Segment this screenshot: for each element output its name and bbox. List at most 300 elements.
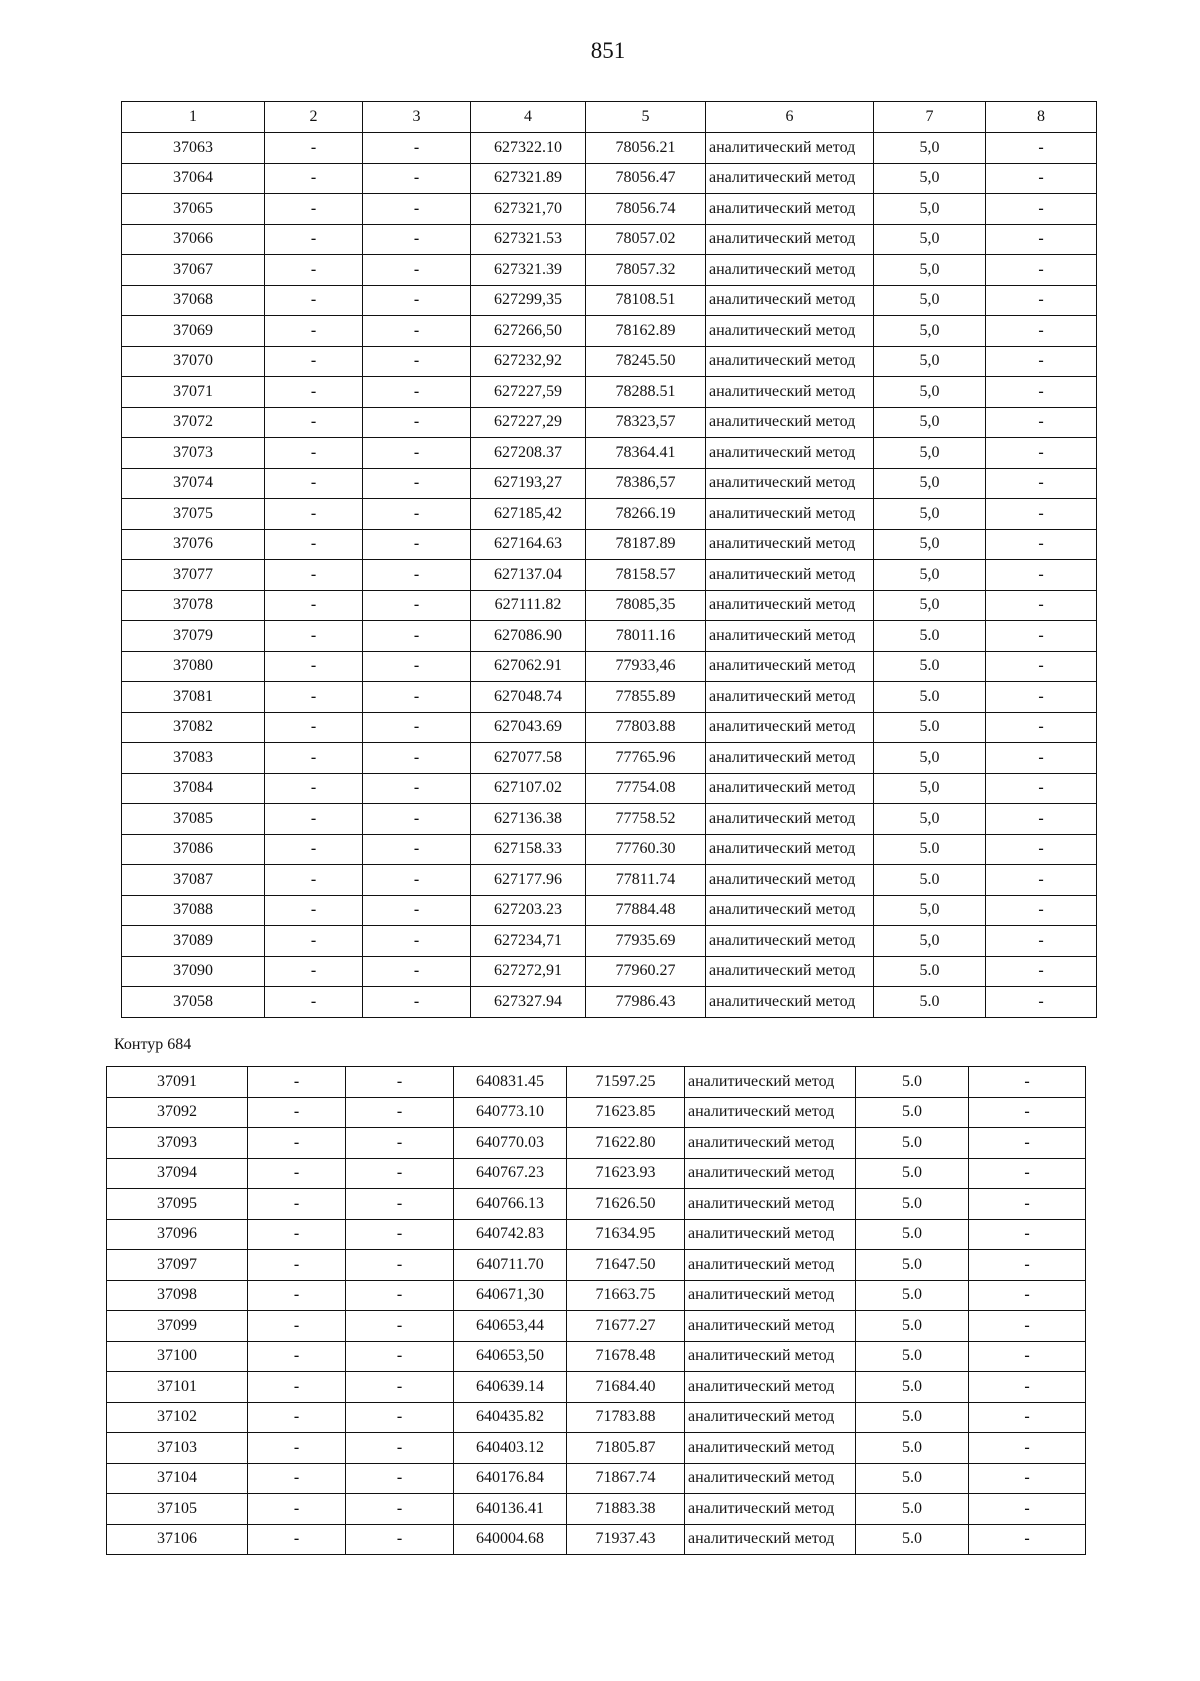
table-row xyxy=(122,956,1097,987)
table-cell: 5,0 xyxy=(874,133,986,164)
table-cell: 78245.50 xyxy=(586,346,706,377)
table-cell: - xyxy=(363,773,471,804)
method-cell: аналитический метод xyxy=(685,1341,856,1372)
column-header: 4 xyxy=(471,102,586,133)
table-cell: - xyxy=(248,1494,346,1525)
table-cell: 71622.80 xyxy=(567,1128,685,1159)
table-cell: - xyxy=(346,1524,454,1555)
table-cell: - xyxy=(265,255,363,286)
table-header-row xyxy=(122,102,1097,133)
table-row xyxy=(107,1128,1086,1159)
table-cell: 5,0 xyxy=(874,926,986,957)
method-cell: аналитический метод xyxy=(706,377,874,408)
table-row xyxy=(122,163,1097,194)
table-cell: 5,0 xyxy=(874,804,986,835)
table-cell: 640773.10 xyxy=(454,1097,567,1128)
table-row xyxy=(122,987,1097,1018)
method-cell: аналитический метод xyxy=(685,1158,856,1189)
table-cell: - xyxy=(363,346,471,377)
table-cell: 5.0 xyxy=(856,1097,969,1128)
table-cell: - xyxy=(248,1280,346,1311)
table-cell: - xyxy=(986,438,1097,469)
table-cell: - xyxy=(986,224,1097,255)
table-cell: 71937.43 xyxy=(567,1524,685,1555)
table-cell: 627299,35 xyxy=(471,285,586,316)
table-cell: - xyxy=(986,133,1097,164)
table-cell: 5,0 xyxy=(874,163,986,194)
table-cell: 640653,50 xyxy=(454,1341,567,1372)
method-cell: аналитический метод xyxy=(685,1494,856,1525)
table-cell: - xyxy=(265,926,363,957)
table-cell: 37090 xyxy=(122,956,265,987)
table-cell: - xyxy=(363,194,471,225)
table-cell: - xyxy=(986,560,1097,591)
table-cell: 77760.30 xyxy=(586,834,706,865)
table-cell: - xyxy=(969,1341,1086,1372)
table-cell: 5,0 xyxy=(874,407,986,438)
table-cell: 5.0 xyxy=(856,1372,969,1403)
table-row xyxy=(107,1219,1086,1250)
table-cell: - xyxy=(969,1280,1086,1311)
table-cell: - xyxy=(248,1189,346,1220)
table-cell: 640711.70 xyxy=(454,1250,567,1281)
table-cell: - xyxy=(969,1494,1086,1525)
table-row xyxy=(122,895,1097,926)
method-cell: аналитический метод xyxy=(706,499,874,530)
table-cell: 627043.69 xyxy=(471,712,586,743)
method-cell: аналитический метод xyxy=(706,529,874,560)
table-cell: 5.0 xyxy=(856,1067,969,1098)
table-cell: 627322.10 xyxy=(471,133,586,164)
table-cell: 77803.88 xyxy=(586,712,706,743)
table-cell: 5.0 xyxy=(874,682,986,713)
table-row xyxy=(122,804,1097,835)
table-cell: 627203.23 xyxy=(471,895,586,926)
table-cell: - xyxy=(969,1097,1086,1128)
table-cell: 627177.96 xyxy=(471,865,586,896)
table-cell: 5,0 xyxy=(874,895,986,926)
method-cell: аналитический метод xyxy=(685,1250,856,1281)
table-cell: 37066 xyxy=(122,224,265,255)
table-cell: - xyxy=(363,255,471,286)
table-cell: - xyxy=(363,499,471,530)
table-cell: - xyxy=(248,1250,346,1281)
table-cell: 37095 xyxy=(107,1189,248,1220)
table-cell: 5,0 xyxy=(874,194,986,225)
table-cell: 627086.90 xyxy=(471,621,586,652)
method-cell: аналитический метод xyxy=(706,651,874,682)
table-cell: 37099 xyxy=(107,1311,248,1342)
table-row xyxy=(107,1280,1086,1311)
table-cell: 640767.23 xyxy=(454,1158,567,1189)
table-cell: 71663.75 xyxy=(567,1280,685,1311)
table-cell: - xyxy=(363,407,471,438)
table-cell: - xyxy=(265,468,363,499)
table-cell: - xyxy=(986,377,1097,408)
table-cell: 78158.57 xyxy=(586,560,706,591)
method-cell: аналитический метод xyxy=(706,865,874,896)
table-cell: - xyxy=(969,1128,1086,1159)
method-cell: аналитический метод xyxy=(685,1097,856,1128)
method-cell: аналитический метод xyxy=(706,956,874,987)
table-cell: 5.0 xyxy=(874,651,986,682)
table-cell: 37101 xyxy=(107,1372,248,1403)
table-cell: - xyxy=(346,1463,454,1494)
table-cell: 78057.32 xyxy=(586,255,706,286)
table-cell: 5,0 xyxy=(874,438,986,469)
table-cell: - xyxy=(986,194,1097,225)
table-cell: 640742.83 xyxy=(454,1219,567,1250)
table-cell: 627185,42 xyxy=(471,499,586,530)
table-cell: 37105 xyxy=(107,1494,248,1525)
table-cell: 5.0 xyxy=(856,1280,969,1311)
table-cell: 627321.39 xyxy=(471,255,586,286)
table-cell: 78288.51 xyxy=(586,377,706,408)
table-cell: 5.0 xyxy=(874,834,986,865)
table-cell: - xyxy=(986,987,1097,1018)
table-cell: - xyxy=(346,1311,454,1342)
table-cell: 37074 xyxy=(122,468,265,499)
table-cell: - xyxy=(265,499,363,530)
table-cell: 77935.69 xyxy=(586,926,706,957)
table-cell: 5,0 xyxy=(874,316,986,347)
column-header: 1 xyxy=(122,102,265,133)
method-cell: аналитический метод xyxy=(706,407,874,438)
table-cell: - xyxy=(265,865,363,896)
table-cell: 71677.27 xyxy=(567,1311,685,1342)
table-cell: - xyxy=(265,804,363,835)
table-cell: - xyxy=(363,804,471,835)
table-row xyxy=(122,255,1097,286)
table-row xyxy=(122,468,1097,499)
table-cell: - xyxy=(346,1067,454,1098)
table-cell: 78266.19 xyxy=(586,499,706,530)
table-cell: 37078 xyxy=(122,590,265,621)
table-cell: 37087 xyxy=(122,865,265,896)
table-row xyxy=(122,194,1097,225)
column-header: 5 xyxy=(586,102,706,133)
method-cell: аналитический метод xyxy=(706,621,874,652)
table-row xyxy=(122,438,1097,469)
table-cell: - xyxy=(265,438,363,469)
table-cell: 71805.87 xyxy=(567,1433,685,1464)
table-cell: - xyxy=(969,1402,1086,1433)
table-cell: 71634.95 xyxy=(567,1219,685,1250)
table-cell: 78056.47 xyxy=(586,163,706,194)
table-cell: 627137.04 xyxy=(471,560,586,591)
table-cell: - xyxy=(346,1250,454,1281)
table-cell: - xyxy=(969,1158,1086,1189)
table-cell: - xyxy=(248,1097,346,1128)
table-cell: 37097 xyxy=(107,1250,248,1281)
column-header: 7 xyxy=(874,102,986,133)
table-cell: - xyxy=(346,1280,454,1311)
table-cell: - xyxy=(986,865,1097,896)
table-row xyxy=(107,1372,1086,1403)
table-cell: - xyxy=(363,133,471,164)
table-cell: - xyxy=(248,1372,346,1403)
table-cell: - xyxy=(265,560,363,591)
table-cell: 37067 xyxy=(122,255,265,286)
table-cell: 627111.82 xyxy=(471,590,586,621)
table-cell: 640653,44 xyxy=(454,1311,567,1342)
table-cell: 37104 xyxy=(107,1463,248,1494)
method-cell: аналитический метод xyxy=(706,255,874,286)
table-cell: - xyxy=(346,1189,454,1220)
table-cell: - xyxy=(986,621,1097,652)
table-cell: - xyxy=(248,1433,346,1464)
table-cell: 77855.89 xyxy=(586,682,706,713)
table-cell: - xyxy=(265,377,363,408)
table-cell: 5,0 xyxy=(874,743,986,774)
table-cell: - xyxy=(248,1341,346,1372)
table-cell: - xyxy=(265,529,363,560)
method-cell: аналитический метод xyxy=(706,224,874,255)
table-cell: 640766.13 xyxy=(454,1189,567,1220)
table-cell: 71623.93 xyxy=(567,1158,685,1189)
table-cell: 37068 xyxy=(122,285,265,316)
table-cell: - xyxy=(969,1463,1086,1494)
table-cell: 5.0 xyxy=(856,1189,969,1220)
table-cell: - xyxy=(346,1372,454,1403)
table-cell: 78187.89 xyxy=(586,529,706,560)
table-cell: - xyxy=(969,1524,1086,1555)
table-row xyxy=(107,1463,1086,1494)
table-cell: 78056.74 xyxy=(586,194,706,225)
table-cell: 5,0 xyxy=(874,255,986,286)
table-cell: 37070 xyxy=(122,346,265,377)
table-row xyxy=(122,529,1097,560)
table-cell: 627136.38 xyxy=(471,804,586,835)
table-cell: 5,0 xyxy=(874,346,986,377)
table-cell: 78364.41 xyxy=(586,438,706,469)
table-row xyxy=(107,1433,1086,1464)
table-row xyxy=(122,316,1097,347)
table-row xyxy=(122,773,1097,804)
table-cell: 77960.27 xyxy=(586,956,706,987)
table-cell: 37081 xyxy=(122,682,265,713)
table-cell: - xyxy=(346,1433,454,1464)
table-row xyxy=(107,1311,1086,1342)
method-cell: аналитический метод xyxy=(706,804,874,835)
table-cell: 5.0 xyxy=(874,956,986,987)
table-cell: - xyxy=(969,1372,1086,1403)
table-cell: 5.0 xyxy=(856,1219,969,1250)
table-cell: 37088 xyxy=(122,895,265,926)
table-row xyxy=(122,865,1097,896)
table-cell: - xyxy=(363,560,471,591)
table-cell: 5.0 xyxy=(856,1158,969,1189)
table-cell: 5.0 xyxy=(874,621,986,652)
table-cell: 37065 xyxy=(122,194,265,225)
table-cell: - xyxy=(363,956,471,987)
table-cell: 640435.82 xyxy=(454,1402,567,1433)
table-row xyxy=(122,651,1097,682)
table-cell: 37100 xyxy=(107,1341,248,1372)
method-cell: аналитический метод xyxy=(706,133,874,164)
table-cell: 627321,70 xyxy=(471,194,586,225)
table-row xyxy=(122,682,1097,713)
table-cell: - xyxy=(363,377,471,408)
method-cell: аналитический метод xyxy=(685,1280,856,1311)
table-cell: 71623.85 xyxy=(567,1097,685,1128)
table-cell: 77811.74 xyxy=(586,865,706,896)
table-cell: 640639.14 xyxy=(454,1372,567,1403)
table-cell: 37098 xyxy=(107,1280,248,1311)
table-cell: 5.0 xyxy=(856,1402,969,1433)
method-cell: аналитический метод xyxy=(706,285,874,316)
table-cell: - xyxy=(265,163,363,194)
table-cell: - xyxy=(969,1189,1086,1220)
table-row xyxy=(122,621,1097,652)
method-cell: аналитический метод xyxy=(685,1311,856,1342)
table-cell: 37073 xyxy=(122,438,265,469)
table-cell: 37076 xyxy=(122,529,265,560)
method-cell: аналитический метод xyxy=(706,743,874,774)
table-row xyxy=(122,743,1097,774)
table-cell: - xyxy=(265,895,363,926)
table-cell: - xyxy=(346,1341,454,1372)
table-cell: - xyxy=(265,682,363,713)
table-cell: 37091 xyxy=(107,1067,248,1098)
table-row xyxy=(122,926,1097,957)
table-cell: - xyxy=(363,529,471,560)
table-cell: 77765.96 xyxy=(586,743,706,774)
table-cell: - xyxy=(265,285,363,316)
table-cell: 627321.53 xyxy=(471,224,586,255)
table-row xyxy=(107,1494,1086,1525)
table-cell: - xyxy=(346,1128,454,1159)
table-row xyxy=(107,1097,1086,1128)
method-cell: аналитический метод xyxy=(685,1524,856,1555)
table-cell: 71783.88 xyxy=(567,1402,685,1433)
table-cell: 78386,57 xyxy=(586,468,706,499)
table-cell: - xyxy=(363,468,471,499)
table-cell: - xyxy=(363,895,471,926)
table-cell: - xyxy=(346,1219,454,1250)
table-row xyxy=(122,560,1097,591)
table-cell: - xyxy=(363,865,471,896)
page-number: 851 xyxy=(590,38,626,63)
table-cell: - xyxy=(265,712,363,743)
table-row xyxy=(107,1067,1086,1098)
table-cell: 5,0 xyxy=(874,285,986,316)
method-cell: аналитический метод xyxy=(706,194,874,225)
table-cell: 5.0 xyxy=(856,1311,969,1342)
table-cell: - xyxy=(986,407,1097,438)
table-row xyxy=(107,1341,1086,1372)
table-cell: - xyxy=(986,804,1097,835)
table-row xyxy=(122,499,1097,530)
table-cell: - xyxy=(346,1494,454,1525)
table-cell: - xyxy=(986,468,1097,499)
table-cell: 627232,92 xyxy=(471,346,586,377)
table-cell: - xyxy=(363,590,471,621)
table-cell: 640176.84 xyxy=(454,1463,567,1494)
table-cell: - xyxy=(248,1402,346,1433)
table-cell: 5,0 xyxy=(874,560,986,591)
table-cell: 37077 xyxy=(122,560,265,591)
table-cell: 37080 xyxy=(122,651,265,682)
table-cell: - xyxy=(363,712,471,743)
table-cell: - xyxy=(986,499,1097,530)
table-cell: - xyxy=(363,163,471,194)
table-cell: - xyxy=(363,743,471,774)
table-cell: 77758.52 xyxy=(586,804,706,835)
contour-684-table xyxy=(106,1066,1086,1555)
table-cell: 5,0 xyxy=(874,468,986,499)
table-cell: 37082 xyxy=(122,712,265,743)
method-cell: аналитический метод xyxy=(706,895,874,926)
table-cell: - xyxy=(363,316,471,347)
table-cell: 640136.41 xyxy=(454,1494,567,1525)
table-row xyxy=(122,834,1097,865)
table-cell: 640671,30 xyxy=(454,1280,567,1311)
table-cell: 5.0 xyxy=(856,1250,969,1281)
table-cell: - xyxy=(986,285,1097,316)
table-cell: - xyxy=(265,194,363,225)
table-cell: 37106 xyxy=(107,1524,248,1555)
table-row xyxy=(122,224,1097,255)
table-cell: 71867.74 xyxy=(567,1463,685,1494)
table-cell: 627158.33 xyxy=(471,834,586,865)
table-cell: 5.0 xyxy=(874,865,986,896)
table-cell: - xyxy=(986,651,1097,682)
table-cell: 37084 xyxy=(122,773,265,804)
table-cell: 627234,71 xyxy=(471,926,586,957)
method-cell: аналитический метод xyxy=(706,834,874,865)
table-cell: 37089 xyxy=(122,926,265,957)
table-cell: - xyxy=(363,438,471,469)
table-cell: 627327.94 xyxy=(471,987,586,1018)
table-cell: 627048.74 xyxy=(471,682,586,713)
column-header: 8 xyxy=(986,102,1097,133)
table-cell: 627164.63 xyxy=(471,529,586,560)
table-cell: 5,0 xyxy=(874,377,986,408)
table-cell: 78056.21 xyxy=(586,133,706,164)
table-cell: 627227,29 xyxy=(471,407,586,438)
table-cell: 37096 xyxy=(107,1219,248,1250)
table-cell: - xyxy=(986,712,1097,743)
table-cell: - xyxy=(969,1250,1086,1281)
method-cell: аналитический метод xyxy=(706,438,874,469)
table-cell: 37071 xyxy=(122,377,265,408)
table-cell: 77884.48 xyxy=(586,895,706,926)
table-cell: - xyxy=(986,346,1097,377)
table-cell: 627272,91 xyxy=(471,956,586,987)
table-cell: - xyxy=(969,1067,1086,1098)
table-cell: 5,0 xyxy=(874,529,986,560)
table-cell: 627321.89 xyxy=(471,163,586,194)
method-cell: аналитический метод xyxy=(685,1128,856,1159)
method-cell: аналитический метод xyxy=(706,560,874,591)
method-cell: аналитический метод xyxy=(706,316,874,347)
table-cell: - xyxy=(986,316,1097,347)
table-cell: 37063 xyxy=(122,133,265,164)
table-cell: - xyxy=(265,987,363,1018)
coordinates-table xyxy=(121,101,1097,1018)
method-cell: аналитический метод xyxy=(685,1219,856,1250)
table-cell: - xyxy=(363,987,471,1018)
method-cell: аналитический метод xyxy=(706,346,874,377)
table-cell: 5.0 xyxy=(856,1128,969,1159)
table-cell: 627062.91 xyxy=(471,651,586,682)
table-cell: - xyxy=(986,834,1097,865)
table-cell: - xyxy=(248,1067,346,1098)
table-cell: - xyxy=(363,621,471,652)
table-cell: - xyxy=(363,682,471,713)
table-cell: - xyxy=(986,743,1097,774)
